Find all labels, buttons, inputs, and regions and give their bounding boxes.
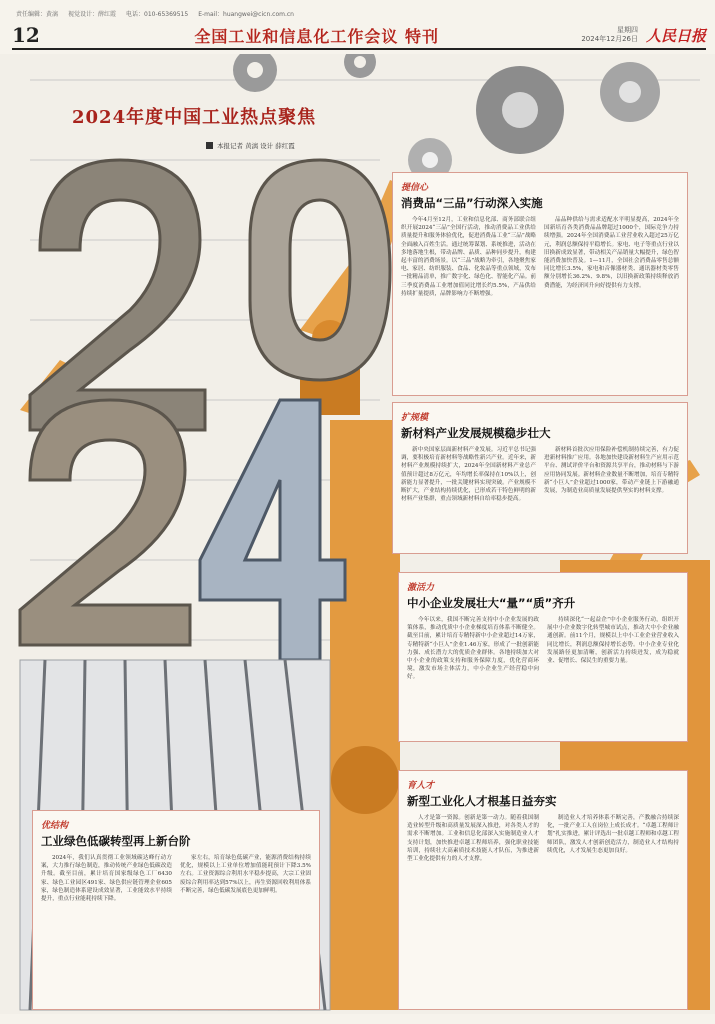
body-column (407, 814, 539, 1012)
email-info: E-mail：huangwei@cicn.com.cn (198, 10, 294, 18)
editor-info: 责任编辑：黄漓 (16, 10, 59, 18)
section-body (401, 446, 679, 556)
section-body (41, 854, 311, 1012)
weekday: 星期四 (616, 26, 638, 34)
top-info-bar (16, 6, 706, 20)
byline-text: 本报记者 黄漓 设计 薛红霞 (217, 142, 295, 150)
date: 2024年12月26日 (581, 35, 638, 43)
body-text: 制造业人才培养体系不断完善，产教融合持续深化，一批产业工人在岗位上成长成才。“卓越工程师计划”扎实推进，累计评选出一批卓越工程师和卓越工程师团队，激发人才创新创造活力，制造业人才结构持续优化，人才发展生态更加良好。 (547, 815, 679, 854)
section-heading: 新型工业化人才根基日益夯实 (407, 794, 557, 808)
body-column (407, 616, 539, 744)
body-column (180, 854, 311, 1012)
section-heading: 中小企业发展壮大“量”“质”齐升 (407, 596, 576, 610)
header-right (581, 25, 706, 46)
section-body (407, 814, 679, 1012)
body-column (547, 814, 679, 1012)
section-card (32, 810, 320, 1010)
body-column (544, 216, 679, 396)
section-heading: 新材料产业发展规模稳步壮大 (401, 426, 551, 440)
body-text: 今年4月至12月，工业和信息化部、商务部联合组织开展2024“三品”全国行活动，推动消费品工业供给质量提升和服务体验优化，促进消费品工业“三品”战略全面融入百姓生活。通过统筹谋划、系统推进，活动在多地落地生根，带动品牌、品质、品种同步提升，构建起丰富的消费场景。以“三品”战略为牵引，各地聚焦家电、家居、纺织服装、食品、化妆品等重点领域，发布一批精品清单，推广数字化、绿色化、智能化产品。前三季度消费品工业增加值同比增长约5.5%，产品供给持续扩量提质，品牌影响力不断增强。 (401, 217, 536, 297)
body-column (401, 446, 536, 556)
feature-title: 2024年度中国工业热点聚焦 (72, 107, 317, 128)
section-card (398, 572, 688, 742)
section-body (401, 216, 679, 396)
body-text: 今年以来，我国不断完善支持中小企业发展的政策体系，推动优质中小企业梯度培育体系不断健全。截至目前，累计培育专精特新中小企业超过14万家，专精特新“小巨人”企业1.46万家，形成了一批创新能力强、成长潜力大的优质企业群体。各地持续加大对中小企业的政策支持和服务保障力度，优化营商环境，激发市场主体活力，中小企业生产经营稳中向好。 (407, 617, 539, 681)
body-text: 新中央国家层面新材料产业发展。习近平总书记强调，要积极培育新材料等战略性新兴产业。近年来，新材料产业规模持续扩大，2024年全国新材料产业总产值预计超过8万亿元，年均增长率保持在10%以上，创新能力显著提升，一批关键材料实现突破。产业规模不断扩大，产业结构持续优化，已形成若干特色鲜明的新材料产业集群，重点领域新材料自给率稳步提高。 (401, 447, 536, 503)
section-title: 全国工业和信息化工作会议 特刊 (194, 26, 439, 46)
section-body (407, 616, 679, 744)
body-column (544, 446, 679, 556)
body-text: 人才是第一资源。创新是第一动力。随着我国制造业转型升级和高质量发展深入推进，对各类人才的需求不断增加。工业和信息化部深入实施制造业人才支持计划，加快推进卓越工程师培养，强化职业技能培训，持续壮大高素质技术技能人才队伍，为推进新型工业化提供有力的人才支撑。 (407, 815, 539, 863)
section-tag: 育人才 (407, 781, 435, 791)
section-tag: 优结构 (41, 821, 69, 831)
section-tag: 扩规模 (401, 413, 429, 423)
byline (206, 141, 295, 150)
body-column (401, 216, 536, 396)
body-column (547, 616, 679, 744)
body-column (41, 854, 172, 1012)
newspaper-logo: 人民日报 (645, 26, 706, 45)
section-tag: 激活力 (407, 583, 435, 593)
section-heading: 消费品“三品”行动深入实施 (401, 196, 543, 210)
body-text: 家左右，培育绿色低碳产业，能源消费结构持续优化，规模以上工业单位增加值能耗预计下降3.5%左右。工业资源综合利用水平稳步提高，大宗工业固废综合利用率达到57%以上，再生资源回收利用体系不断完善，绿色低碳发展底色更加鲜明。 (180, 855, 311, 894)
designer-info: 视觉设计：薛红霞 (68, 10, 117, 18)
section-heading: 工业绿色低碳转型再上新台阶 (41, 834, 191, 848)
body-text: 持续深化“一起益企”中小企业服务行动，组织开展中小企业数字化转型城市试点，推动大中小企业融通创新。前11个月，规模以上中小工业企业营业收入同比增长，利润总额保持增长态势。中小企业专业化发展路径更加清晰，创新活力持续迸发，成为稳就业、促增长、保民生的重要力量。 (547, 617, 679, 665)
body-text: 2024年，我们认真贯彻工业领域碳达峰行动方案，大力推行绿色制造，推动传统产业绿色低碳改造升级。截至目前，累计培育国家级绿色工厂6430家、绿色工业园区491家、绿色供应链管理企业605家，绿色制造体系建设成效显著，工业能效水平持续提升，重点行业能耗持续下降。 (41, 855, 172, 903)
page-header (12, 22, 706, 50)
page-number: 12 (12, 23, 40, 47)
body-text: 新材料首批次应用保险补偿机制持续完善，有力促进新材料推广应用。各地加快建设新材料生产应用示范平台、测试评价平台和资源共享平台，推动材料与下游应用协同发展。新材料企业数量不断增加，培育专精特新“小巨人”企业超过1000家，带动产业链上下游融通发展，为制造业高质量发展提供坚实的材料支撑。 (544, 447, 679, 495)
body-text: 品品种供给与需求适配水平明显提高，2024年全国新培育各类消费品品牌超过1000个，国际竞争力持续增强。2024年全国消费品工业营业收入超过25万亿元，利润总额保持平稳增长。家电、电子等重点行业以旧换新成效显著，带动相关产品销量大幅提升，绿色智能消费加快普及。1—11月，全国社会消费品零售总额同比增长3.5%，家电和音像器材类、通讯器材类零售额分别增长36.2%、9.8%，以旧换新政策持续释放消费潜能，为经济回升向好提供有力支撑。 (544, 217, 679, 289)
phone-info: 电话：010-65369515 (126, 10, 189, 18)
section-tag: 提信心 (401, 183, 429, 193)
date-block (581, 26, 638, 44)
section-card (398, 770, 688, 1010)
section-card (392, 402, 688, 554)
section-card (392, 172, 688, 396)
byline-icon (206, 142, 213, 149)
